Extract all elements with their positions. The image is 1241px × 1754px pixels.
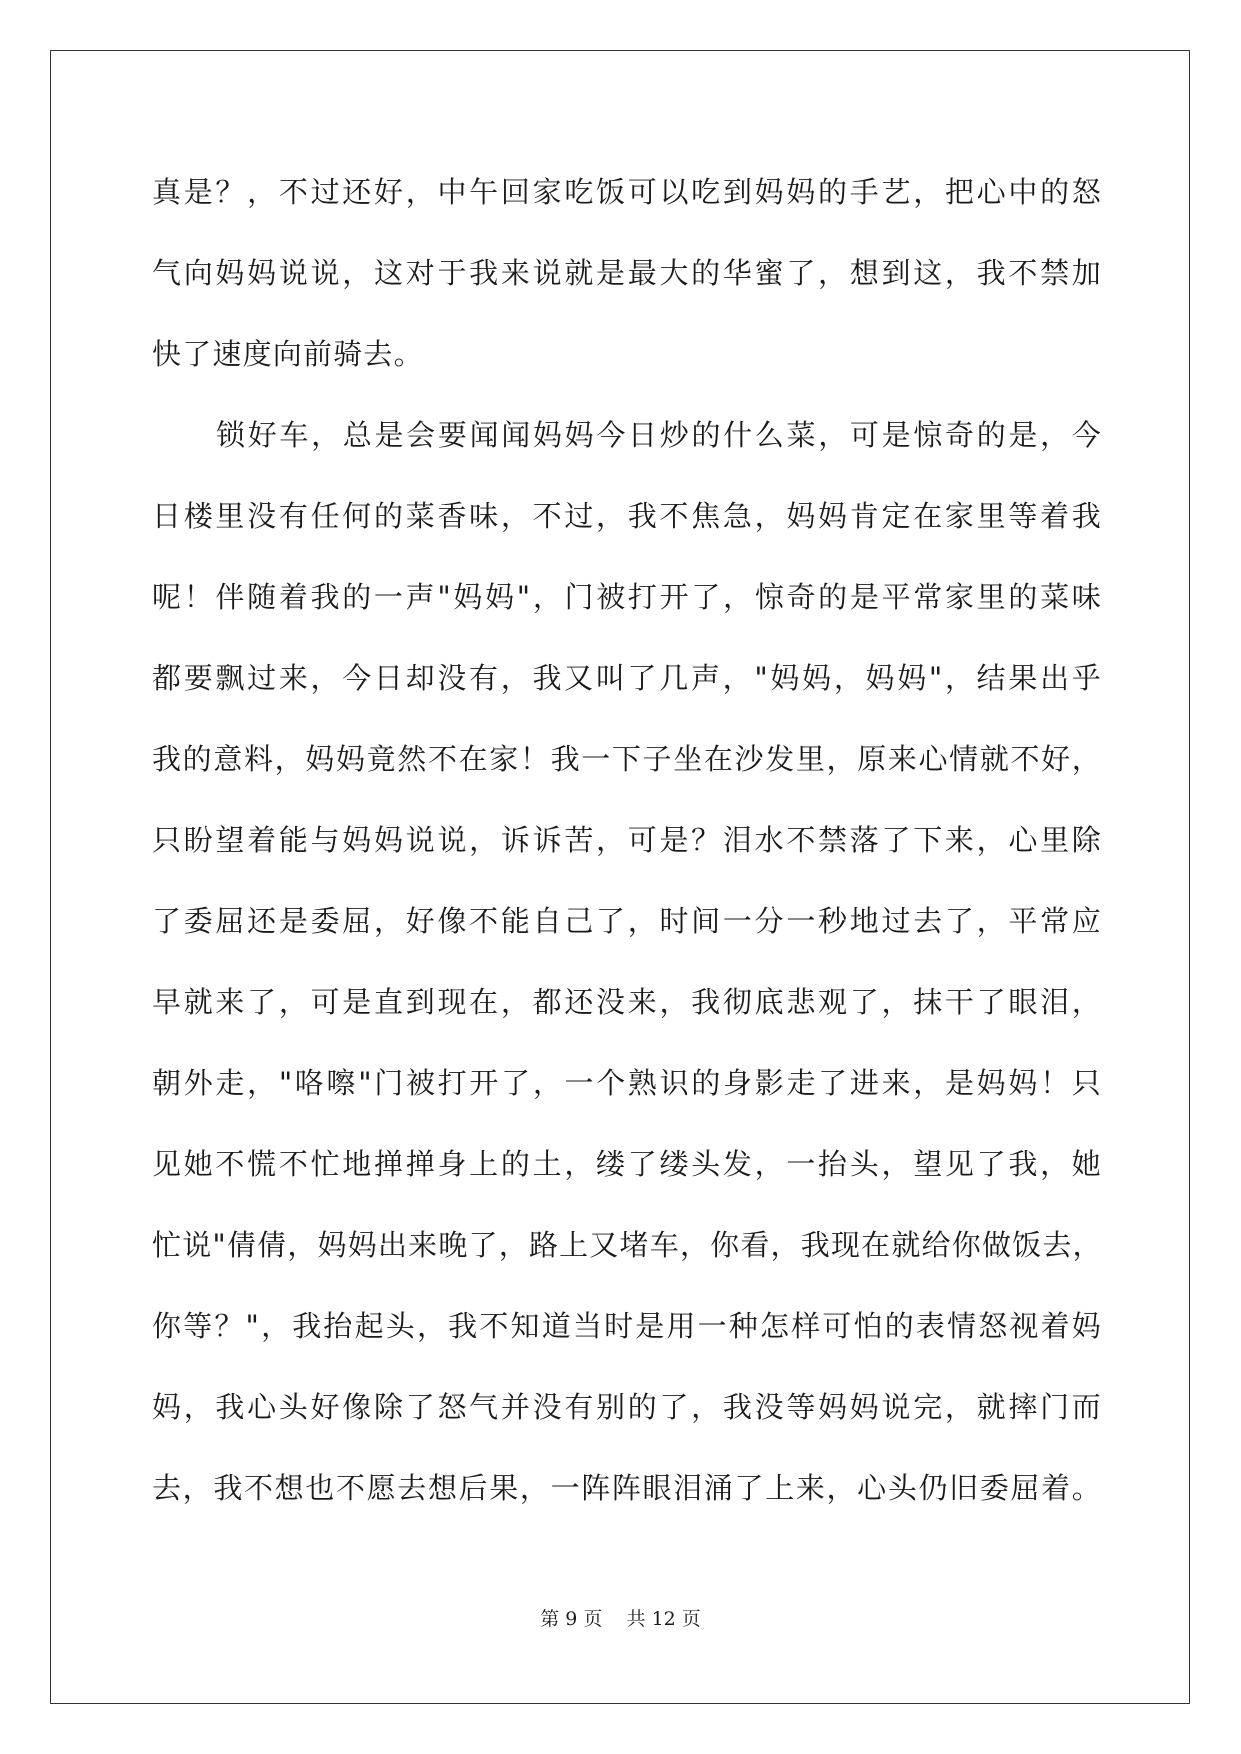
text-line: 日楼里没有任何的菜香味，不过，我不焦急，妈妈肯定在家里等着我 [152, 499, 1102, 533]
text-line: 早就来了，可是直到现在，都还没来，我彻底悲观了，抹干了眼泪， [152, 985, 1102, 1019]
body-text [152, 162, 1102, 1539]
text-line: 快了速度向前骑去。 [152, 337, 424, 371]
text-line: 锁好车，总是会要闻闻妈妈今日炒的什么菜，可是惊奇的是，今 [216, 418, 1102, 452]
text-line: 朝外走，"咯嚓"门被打开了，一个熟识的身影走了进来，是妈妈！只 [152, 1066, 1102, 1100]
page-number: 第 9 页 [540, 1608, 603, 1630]
text-line: 真是？，不过还好，中午回家吃饭可以吃到妈妈的手艺，把心中的怒 [152, 175, 1102, 209]
page-footer [0, 1604, 1241, 1631]
page-total: 共 12 页 [626, 1608, 701, 1630]
text-line: 我的意料，妈妈竟然不在家！我一下子坐在沙发里，原来心情就不好， [152, 742, 1102, 776]
text-line: 了委屈还是委屈，好像不能自己了，时间一分一秒地过去了，平常应 [152, 904, 1102, 938]
text-line: 去，我不想也不愿去想后果，一阵阵眼泪涌了上来，心头仍旧委屈着。 [152, 1471, 1102, 1505]
text-line: 妈，我心头好像除了怒气并没有别的了，我没等妈妈说完，就摔门而 [152, 1390, 1102, 1424]
text-line: 你等？"，我抬起头，我不知道当时是用一种怎样可怕的表情怒视着妈 [152, 1309, 1102, 1343]
text-line: 都要飘过来，今日却没有，我又叫了几声，"妈妈，妈妈"，结果出乎 [152, 661, 1102, 695]
footer-spacer [602, 1608, 626, 1630]
text-line: 见她不慌不忙地掸掸身上的土，缕了缕头发，一抬头，望见了我，她 [152, 1147, 1102, 1181]
text-line: 呢！伴随着我的一声"妈妈"，门被打开了，惊奇的是平常家里的菜味 [152, 580, 1102, 614]
text-line: 只盼望着能与妈妈说说，诉诉苦，可是？泪水不禁落了下来，心里除 [152, 823, 1102, 857]
text-line: 忙说"倩倩，妈妈出来晚了，路上又堵车，你看，我现在就给你做饭去， [152, 1228, 1103, 1262]
text-line: 气向妈妈说说，这对于我来说就是最大的华蜜了，想到这，我不禁加 [152, 256, 1102, 290]
